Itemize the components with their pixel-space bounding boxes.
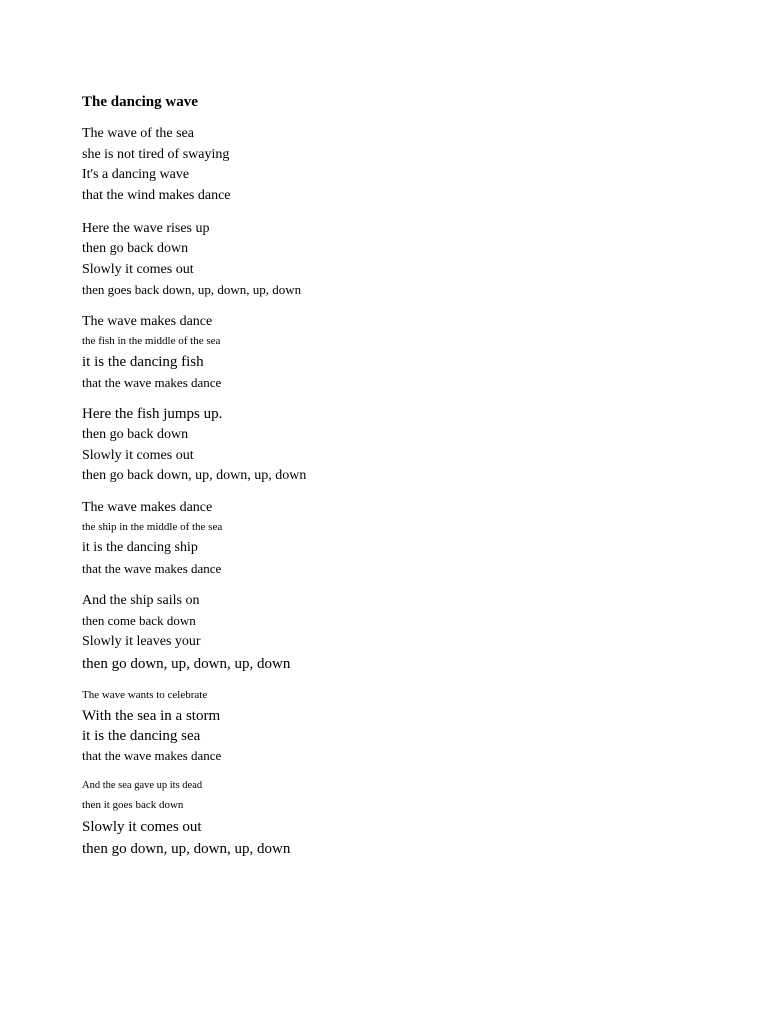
poem-line: she is not tired of swaying xyxy=(82,147,230,162)
poem-line: then go back down, up, down, up, down xyxy=(82,468,307,483)
poem-line: that the wave makes dance xyxy=(82,375,222,390)
poem-line: then come back down xyxy=(82,613,196,628)
poem-line: The wave makes dance xyxy=(82,314,213,329)
poem-line: The wave wants to celebrate xyxy=(82,689,208,701)
poem-line: it is the dancing fish xyxy=(82,354,204,370)
poem-line: the fish in the middle of the sea xyxy=(82,335,221,347)
poem-title: The dancing wave xyxy=(82,94,198,110)
stanza-3 xyxy=(82,312,702,392)
stanza-5 xyxy=(82,498,702,579)
poem-line: Here the fish jumps up. xyxy=(82,406,223,422)
poem-line: that the wind makes dance xyxy=(82,188,231,203)
stanza-4 xyxy=(82,404,702,486)
poem-line: Slowly it comes out xyxy=(82,819,202,835)
stanza-2 xyxy=(82,218,702,300)
poem-line: it is the dancing sea xyxy=(82,728,201,744)
poem-line: then go back down xyxy=(82,427,189,442)
poem-line: And the sea gave up its dead xyxy=(82,780,203,791)
stanza-7 xyxy=(82,685,702,766)
poem-line: It's a dancing wave xyxy=(82,167,190,182)
poem-line: Slowly it leaves your xyxy=(82,634,201,649)
poem-line: the ship in the middle of the sea xyxy=(82,521,223,533)
poem-line: that the wave makes dance xyxy=(82,561,222,576)
poem-page xyxy=(82,93,702,859)
poem-line: that the wave makes dance xyxy=(82,748,222,763)
stanza-6 xyxy=(82,591,702,675)
poem-line: then it goes back down xyxy=(82,799,184,811)
poem-line: Slowly it comes out xyxy=(82,448,194,463)
poem-line: With the sea in a storm xyxy=(82,708,221,724)
poem-line: Here the wave rises up xyxy=(82,221,210,236)
poem-line: The wave makes dance xyxy=(82,500,213,515)
poem-line: And the ship sails on xyxy=(82,593,200,608)
poem-line: then go down, up, down, up, down xyxy=(82,656,291,672)
poem-line: then go back down xyxy=(82,241,189,256)
poem-line: then go down, up, down, up, down xyxy=(82,841,291,857)
stanza-1 xyxy=(82,123,702,206)
poem-line: The wave of the sea xyxy=(82,126,194,141)
stanza-8 xyxy=(82,776,702,859)
poem-line: it is the dancing ship xyxy=(82,540,198,555)
poem-line: then goes back down, up, down, up, down xyxy=(82,282,302,297)
poem-line: Slowly it comes out xyxy=(82,262,194,277)
